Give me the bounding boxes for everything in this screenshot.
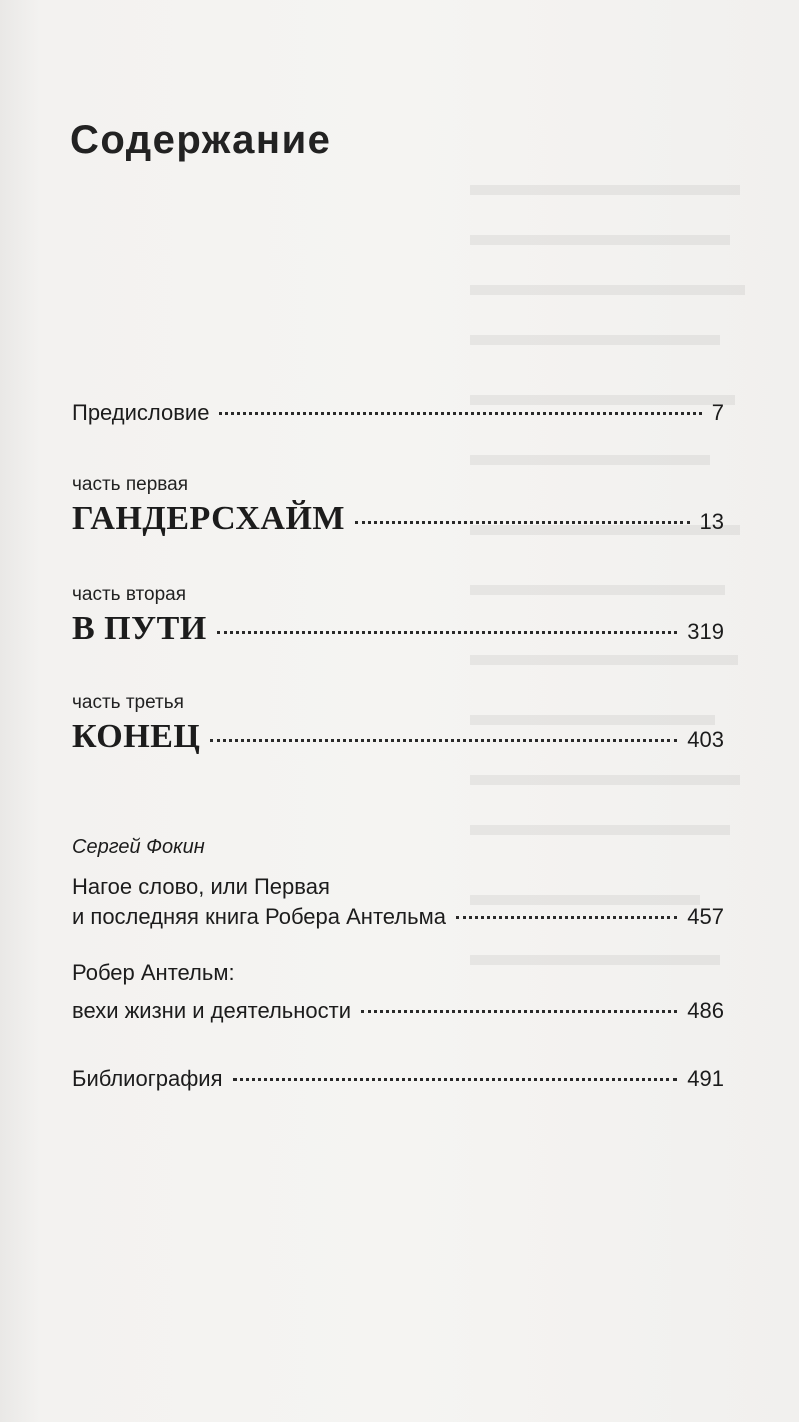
- essay-title-line-2: и последняя книга Робера Антельма: [72, 904, 446, 929]
- page-number: 486: [687, 998, 724, 1023]
- toc-entry-part-3[interactable]: [72, 718, 724, 756]
- dot-leader: [456, 916, 677, 919]
- essay-title-line-1: Нагое слово, или Первая: [72, 874, 330, 899]
- toc-entry-part-2[interactable]: [72, 610, 724, 648]
- page-title: Содержание: [70, 118, 332, 162]
- toc-entry-part-1[interactable]: [72, 500, 724, 538]
- toc-entry-bibliography[interactable]: [72, 1066, 724, 1092]
- toc-entry-preface[interactable]: [72, 400, 724, 426]
- bleed-through-lines: [470, 130, 750, 1030]
- dot-leader: [233, 1078, 678, 1081]
- entry-label: Предисловие: [72, 400, 210, 425]
- dot-leader: [355, 521, 690, 524]
- chronology-title-line-1: Робер Антельм:: [72, 960, 235, 985]
- chronology-title-line-2: вехи жизни и деятельности: [72, 998, 352, 1023]
- part-caption: часть вторая: [72, 584, 186, 605]
- page-number: 319: [687, 619, 724, 644]
- toc-entry-essay[interactable]: [72, 904, 724, 930]
- part-title: КОНЕЦ: [72, 718, 201, 755]
- part-caption: часть первая: [72, 474, 189, 495]
- entry-label: Библиография: [72, 1066, 223, 1091]
- part-title: В ПУТИ: [72, 610, 207, 647]
- essay-author: Сергей Фокин: [72, 836, 205, 858]
- bleed-through-texture: [470, 130, 750, 1030]
- part-title: ГАНДЕРСХАЙМ: [72, 500, 346, 537]
- part-caption: часть третья: [72, 692, 184, 713]
- page-number: 491: [687, 1066, 724, 1091]
- page-number: 7: [711, 400, 724, 425]
- dot-leader: [219, 412, 701, 415]
- page-number: 13: [699, 509, 724, 534]
- dot-leader: [361, 1010, 677, 1013]
- dot-leader: [217, 631, 678, 634]
- toc-entry-chronology[interactable]: [72, 998, 724, 1024]
- page-number: 403: [687, 727, 724, 752]
- page-number: 457: [687, 904, 724, 929]
- dot-leader: [210, 739, 677, 742]
